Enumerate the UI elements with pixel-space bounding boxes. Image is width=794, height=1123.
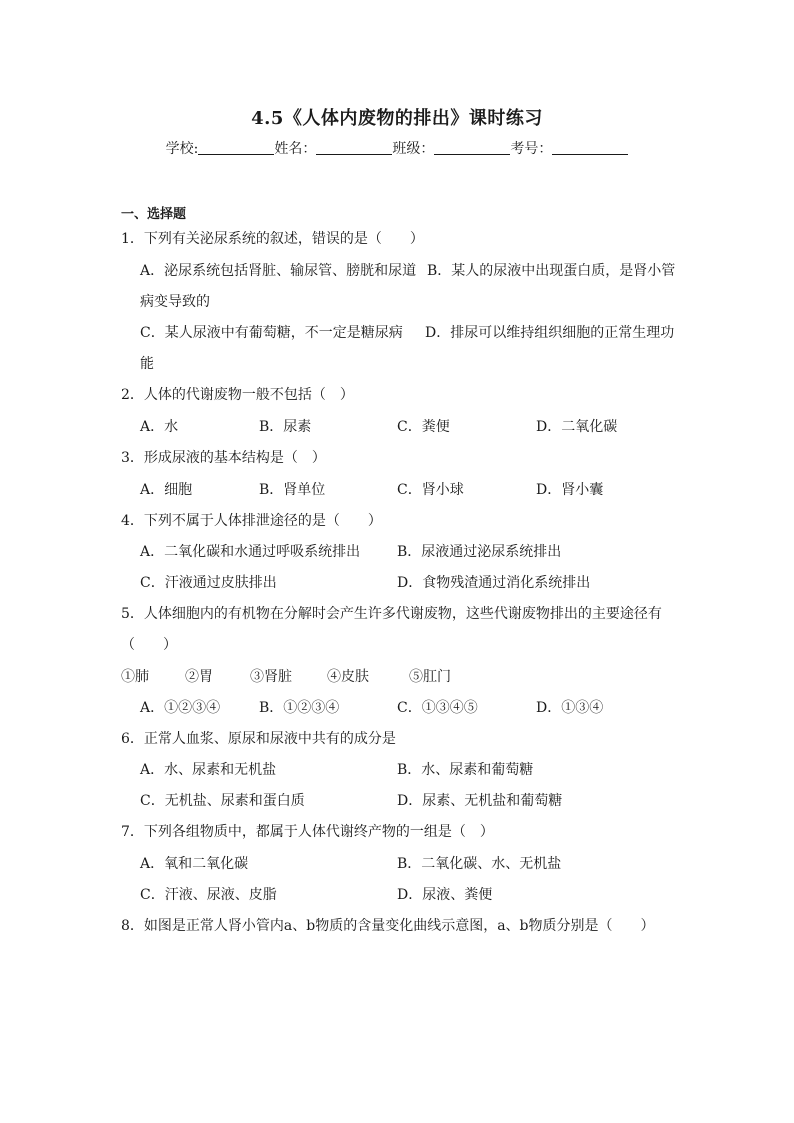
question-8-stem: 8．如图是正常人肾小管内a、b物质的含量变化曲线示意图，a、b物质分别是（ ） (121, 918, 655, 934)
question-3-stem: 3．形成尿液的基本结构是（ ） (121, 450, 326, 466)
q5-item-3: ③肾脏 (250, 669, 292, 685)
student-info-line (0, 138, 794, 158)
class-blank (434, 140, 510, 155)
q2-option-c: C．粪便 (397, 419, 450, 435)
q7-option-a: A．氧和二氧化碳 (140, 856, 249, 872)
q1-option-d-cont: 能 (140, 356, 154, 372)
q1-option-c: C．某人尿液中有葡萄糖，不一定是糖尿病 (140, 325, 403, 341)
q5-option-b: B．①②③④ (259, 700, 340, 716)
q7-option-b: B．二氧化碳、水、无机盐 (397, 856, 562, 872)
exam-no-label: 考号： (510, 141, 553, 157)
section-title: 一、选择题 (121, 207, 187, 222)
question-2-stem: 2．人体的代谢废物一般不包括（ ） (121, 387, 354, 403)
q3-option-d: D．肾小囊 (536, 482, 604, 498)
page-title: 4.5《人体内废物的排出》课时练习 (251, 108, 543, 129)
q5-option-d: D．①③④ (536, 700, 604, 716)
q5-option-a: A．①②③④ (140, 700, 221, 716)
q6-option-b: B．水、尿素和葡萄糖 (397, 762, 534, 778)
q2-option-a: A．水 (140, 419, 179, 435)
exam-no-blank (552, 140, 628, 155)
q5-item-4: ④皮肤 (327, 669, 369, 685)
question-7-stem: 7．下列各组物质中，都属于人体代谢终产物的一组是（ ） (121, 824, 494, 840)
school-blank (198, 140, 274, 155)
q5-option-c: C．①③④⑤ (397, 700, 478, 716)
q3-option-a: A．细胞 (140, 482, 193, 498)
question-5-stem-cont: （ ） (121, 637, 177, 653)
q3-option-b: B．肾单位 (259, 482, 326, 498)
question-4-stem: 4．下列不属于人体排泄途径的是（ ） (121, 513, 382, 529)
q3-option-c: C．肾小球 (397, 482, 464, 498)
q1-option-a: A．泌尿系统包括肾脏、输尿管、膀胱和尿道 (140, 263, 417, 279)
q1-option-b: B．某人的尿液中出现蛋白质，是肾小管 (427, 263, 676, 279)
class-label: 班级： (392, 141, 435, 157)
q2-option-d: D．二氧化碳 (536, 419, 618, 435)
q1-option-b-cont: 病变导致的 (140, 294, 210, 310)
q5-item-1: ①肺 (121, 669, 149, 685)
name-blank (316, 140, 392, 155)
school-label: 学校: (165, 141, 199, 157)
q1-option-d: D．排尿可以维持组织细胞的正常生理功 (425, 325, 675, 341)
q2-option-b: B．尿素 (259, 419, 312, 435)
q6-option-a: A．水、尿素和无机盐 (140, 762, 277, 778)
q7-option-d: D．尿液、粪便 (397, 887, 493, 903)
q4-option-a: A．二氧化碳和水通过呼吸系统排出 (140, 544, 361, 560)
q6-option-d: D．尿素、无机盐和葡萄糖 (397, 793, 563, 809)
q7-option-c: C．汗液、尿液、皮脂 (140, 887, 277, 903)
q4-option-d: D．食物残渣通过消化系统排出 (397, 575, 591, 591)
question-5-stem: 5．人体细胞内的有机物在分解时会产生许多代谢废物，这些代谢废物排出的主要途径有 (121, 606, 662, 622)
q4-option-b: B．尿液通过泌尿系统排出 (397, 544, 562, 560)
q4-option-c: C．汗液通过皮肤排出 (140, 575, 277, 591)
q5-item-2: ②胃 (185, 669, 213, 685)
question-1-stem: 1．下列有关泌尿系统的叙述，错误的是（ ） (121, 231, 424, 247)
q5-item-5: ⑤肛门 (409, 669, 451, 685)
name-label: 姓名： (274, 141, 317, 157)
question-6-stem: 6．正常人血浆、原尿和尿液中共有的成分是 (121, 731, 396, 747)
q6-option-c: C．无机盐、尿素和蛋白质 (140, 793, 305, 809)
